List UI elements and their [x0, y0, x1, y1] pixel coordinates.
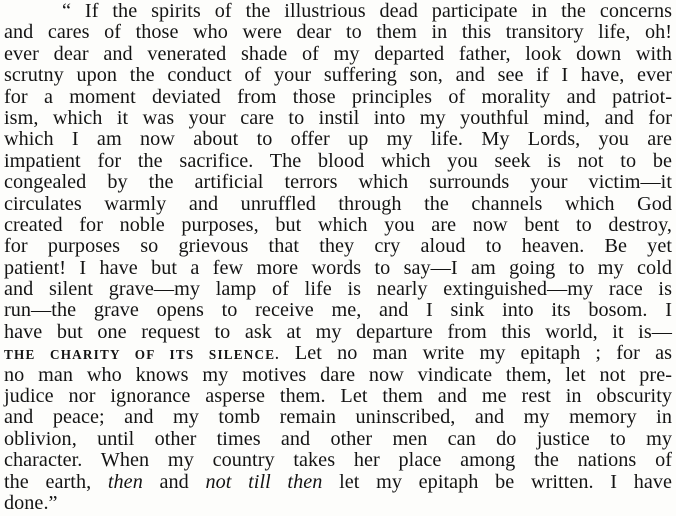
italic-emphasis: then	[107, 470, 143, 493]
text-line	[4, 386, 672, 407]
text-segment: no man who knows my motives dare now vindicate them, let not pre-	[4, 363, 672, 386]
text-segment: and cares of those who were dear to them in this transitory life, oh!	[4, 21, 672, 44]
text-segment: and peace; and my tomb remain uninscribed, and my memory in	[4, 406, 672, 429]
text-line	[4, 108, 672, 129]
small-caps-phrase: THE CHARITY OF ITS SILENCE.	[4, 347, 280, 363]
text-line	[4, 172, 672, 193]
text-segment: ever dear and venerated shade of my departed father, look down with	[4, 42, 672, 65]
text-segment: have but one request to ask at my departure from this world, it is—	[4, 320, 672, 343]
text-line	[4, 87, 672, 108]
text-segment: ism, which it was your care to instil into my youthful mind, and for	[4, 106, 672, 129]
text-segment: which I am now about to offer up my life. My Lords, you are	[4, 128, 672, 151]
text-segment: congealed by the artificial terrors which surrounds your victim—it	[4, 171, 672, 194]
text-line	[4, 194, 672, 215]
text-segment: oblivion, until other times and other men can do justice to my	[4, 427, 672, 450]
text-line	[4, 407, 672, 428]
text-line	[4, 343, 672, 364]
text-segment: “ If the spirits of the illustrious dead participate in the concerns	[62, 0, 672, 22]
text-segment: let my epitaph be written. I have	[322, 470, 673, 493]
text-line	[4, 450, 672, 471]
text-line	[4, 22, 672, 43]
text-line	[4, 151, 672, 172]
text-line	[4, 1, 672, 22]
text-line	[4, 472, 672, 493]
text-segment: and silent grave—my lamp of life is nearly extinguished—my race is	[4, 278, 672, 301]
text-segment: the earth,	[4, 470, 108, 493]
text-line	[4, 493, 672, 514]
text-line	[4, 129, 672, 150]
text-segment: Let no man write my epitaph ; for as	[279, 342, 672, 365]
text-line	[4, 258, 672, 279]
text-line	[4, 236, 672, 257]
text-segment: for purposes so grievous that they cry aloud to heaven. Be yet	[4, 235, 672, 258]
text-segment: impatient for the sacrifice. The blood which you seek is not to be	[4, 149, 672, 172]
text-line	[4, 279, 672, 300]
text-segment: and	[142, 470, 206, 493]
text-segment: patient! I have but a few more words to say—I am going to my cold	[4, 256, 672, 279]
italic-emphasis: not till then	[205, 470, 323, 493]
text-line	[4, 322, 672, 343]
text-line	[4, 365, 672, 386]
text-segment: run—the grave opens to receive me, and I sink into its bosom. I	[4, 299, 672, 322]
text-line	[4, 300, 672, 321]
text-segment: created for noble purposes, but which you are now bent to destroy,	[4, 213, 672, 236]
text-line	[4, 215, 672, 236]
text-segment: character. When my country takes her place among the nations of	[4, 449, 672, 472]
text-segment: done.”	[4, 491, 58, 514]
text-segment: circulates warmly and unruffled through the channels which God	[4, 192, 672, 215]
text-segment: scrutny upon the conduct of your suffering son, and see if I have, ever	[4, 64, 672, 87]
text-line	[4, 65, 672, 86]
text-line	[4, 44, 672, 65]
text-segment: judice nor ignorance asperse them. Let them and me rest in obscurity	[4, 385, 672, 408]
text-line	[4, 429, 672, 450]
text-segment: for a moment deviated from those principles of morality and patriot-	[4, 85, 672, 108]
